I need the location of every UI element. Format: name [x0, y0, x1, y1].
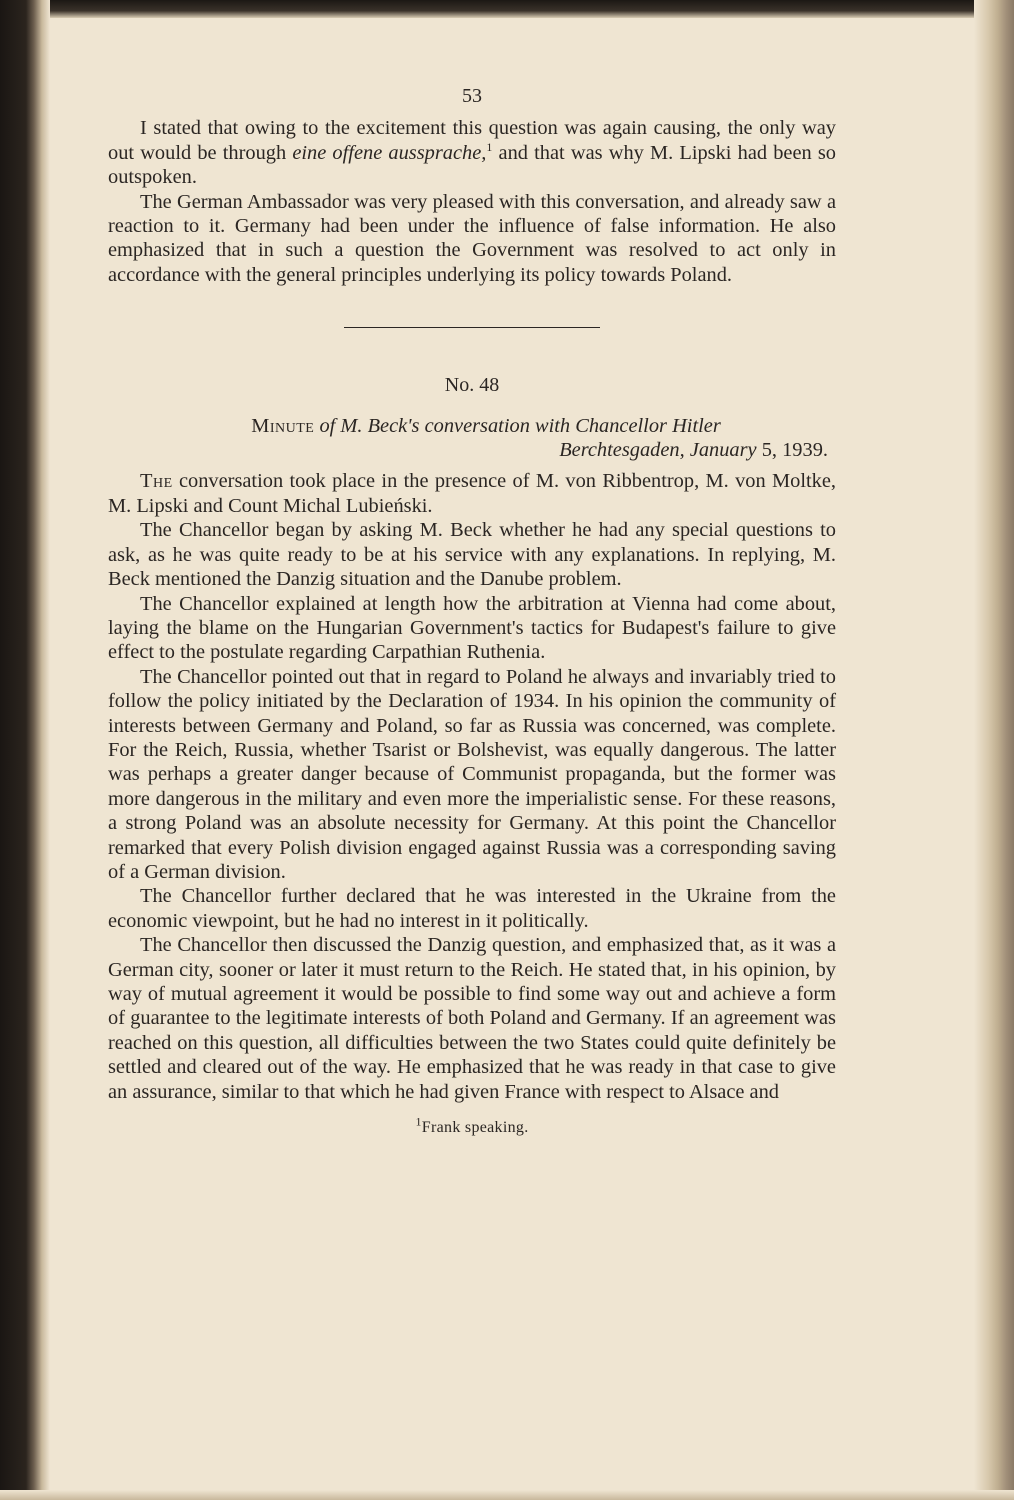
intro-text-b: and that was why M. Lipski had been so outspoken.	[108, 141, 836, 189]
intro-text-a: I stated that owing to the excitement this question was again causing, the only way out would be through	[108, 117, 836, 164]
page-top-edge	[0, 0, 1014, 18]
body-paragraph-4: The Chancellor pointed out that in regard to Poland he always and invariably tried to follow the policy initiated by the Declaration of 1934. In his opinion the community of interests between Germany and Poland, so far as Russia was concerned, was complete. For the Reich, Russia, whether Tsarist or Bolshevist, was equally dangerous. The latter was perhaps a greater danger because of Communist propaganda, but the former was more dangerous in the military and even more the imperialistic sense. For these reasons, a strong Poland was an absolute necessity for Germany. At this point the Chancellor remarked that every Polish division engaged against Russia was a corresponding saving of a German division.	[108, 665, 836, 883]
body-paragraph-3: The Chancellor explained at length how the arbitration at Vienna had come about, laying the blame on the Hungarian Government's tactics for Budapest's failure to give effect to the postulate regarding Carpathian Ruthenia.	[108, 592, 836, 664]
page-number: 53	[462, 85, 482, 107]
footnote	[108, 1116, 836, 1140]
dateline-date: 5, 1939.	[756, 439, 828, 462]
body-paragraph-5: The Chancellor further declared that he was interested in the Ukraine from the economic viewpoint, but he had no interest in it politically.	[108, 885, 836, 932]
page-bottom-edge	[0, 1490, 1014, 1500]
document-number: No. 48	[444, 374, 500, 397]
footnote-text: Frank speaking.	[421, 1119, 529, 1137]
intro-paragraph-1	[108, 116, 836, 189]
footnote-mark: 1	[415, 1114, 422, 1129]
body-paragraph-1	[108, 469, 836, 518]
german-phrase: eine offene aussprache,	[292, 141, 487, 164]
footnote-reference: 1	[486, 140, 493, 155]
page-right-edge	[974, 0, 1014, 1500]
document-title	[136, 414, 836, 438]
opening-word: The	[140, 470, 173, 493]
body-paragraph-1-text: conversation took place in the presence of M. von Ribbentrop, M. von Moltke, M. Lipski and Count Michal Lubieński.	[108, 470, 836, 517]
document-dateline	[108, 438, 828, 462]
document-title-lead: Minute	[251, 414, 315, 437]
dateline-place: Berchtesgaden, January	[559, 439, 757, 462]
body-paragraph-2: The Chancellor began by asking M. Beck whether he had any special questions to ask, as he was quite ready to be at his service with any explanations. In replying, M. Beck mentioned the Danzig situation and the Danube problem.	[108, 519, 836, 591]
page-content	[108, 84, 836, 1140]
document-title-text: of M. Beck's conversation with Chancellor Hitler	[319, 414, 721, 437]
book-spine-edge	[0, 0, 50, 1500]
section-divider	[344, 327, 600, 328]
intro-paragraph-2: The German Ambassador was very pleased with this conversation, and already saw a reaction to it. Germany had been under the influence of false information. He also emphasized that in such a question the Government was resolved to act only in accordance with the general principles underlying its policy towards Poland.	[108, 190, 836, 286]
body-paragraph-6: The Chancellor then discussed the Danzig question, and emphasized that, as it was a German city, sooner or later it must return to the Reich. He stated that, in his opinion, by way of mutual agreement it would be possible to find some way out and achieve a form of guarantee to the legitimate interests of both Poland and Germany. If an agreement was reached on this question, all difficulties between the two States could quite definitely be settled and cleared out of the way. He emphasized that he was ready in that case to give an assurance, similar to that which he had given France with respect to Alsace and	[108, 934, 836, 1103]
